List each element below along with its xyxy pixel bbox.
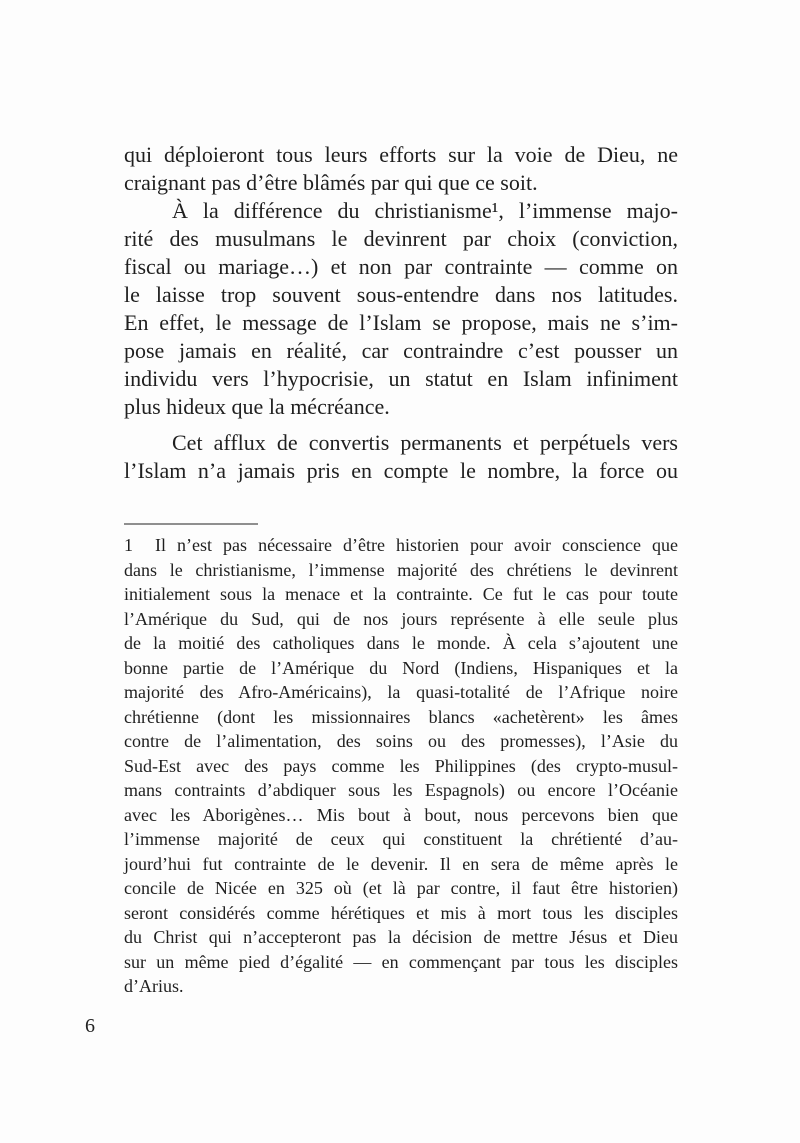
- text-line: En effet, le message de l’Islam se propose, mais ne s’im-: [124, 310, 678, 335]
- text-line: jourd’hui fut contrainte de le devenir. Il en sera de même après le: [124, 853, 678, 874]
- footnote-separator: [124, 523, 258, 525]
- text-line: chrétienne (dont les missionnaires blancs «achetèrent» les âmes: [124, 706, 678, 727]
- text-line: seront considérés comme hérétiques et mis à mort tous les disciples: [124, 902, 678, 923]
- text-line: 1 Il n’est pas nécessaire d’être historien pour avoir conscience que: [124, 535, 678, 555]
- text-line: bonne partie de l’Amérique du Nord (Indiens, Hispaniques et la: [124, 657, 678, 678]
- text-line: contre de l’alimentation, des soins ou des promesses), l’Asie du: [124, 731, 678, 751]
- text-line: Cet afflux de convertis permanents et perpétuels vers: [172, 430, 678, 455]
- text-line: craignant pas d’être blâmés par qui que ce soit.: [124, 170, 538, 195]
- text-line: plus hideux que la mécréance.: [124, 394, 390, 419]
- text-line: sur un même pied d’égalité — en commençant par tous les disciples: [124, 951, 678, 972]
- text-line: majorité des Afro-Américains), la quasi-totalité de l’Afrique noire: [124, 682, 678, 702]
- text-line: individu vers l’hypocrisie, un statut en Islam infiniment: [124, 366, 678, 391]
- text-line: le laisse trop souvent sous-entendre dans nos latitudes.: [124, 282, 678, 307]
- body-text: [124, 141, 678, 485]
- text-line: concile de Nicée en 325 où (et là par contre, il faut être historien): [124, 878, 678, 898]
- text-line: de la moitié des catholiques dans le monde. À cela s’ajoutent une: [124, 633, 678, 653]
- text-line: l’immense majorité de ceux qui constituent la chrétienté d’au-: [124, 829, 678, 849]
- page-number: 6: [85, 1015, 95, 1037]
- text-line: fiscal ou mariage…) et non par contrainte — comme on: [124, 254, 678, 279]
- text-line: avec les Aborigènes… Mis bout à bout, nous percevons bien que: [124, 804, 678, 825]
- text-line: l’Islam n’a jamais pris en compte le nombre, la force ou: [124, 458, 678, 483]
- text-line: initialement sous la menace et la contrainte. Ce fut le cas pour toute: [124, 584, 678, 604]
- text-line: À la différence du christianisme¹, l’immense majo-: [172, 198, 678, 223]
- text-line: dans le christianisme, l’immense majorité des chrétiens le devinrent: [124, 559, 678, 580]
- text-line: mans contraints d’abdiquer sous les Espagnols) ou encore l’Océanie: [124, 780, 678, 800]
- text-line: Sud-Est avec des pays comme les Philippines (des crypto-musul-: [124, 755, 678, 776]
- text-line: d’Arius.: [124, 976, 184, 996]
- text-line: du Christ qui n’accepteront pas la décision de mettre Jésus et Dieu: [124, 927, 678, 947]
- text-line: l’Amérique du Sud, qui de nos jours représente à elle seule plus: [124, 608, 678, 629]
- text-line: rité des musulmans le devinrent par choix (conviction,: [124, 226, 678, 251]
- text-line: qui déploieront tous leurs efforts sur la voie de Dieu, ne: [124, 142, 678, 167]
- footnote: [124, 533, 678, 999]
- text-line: pose jamais en réalité, car contraindre c’est pousser un: [124, 338, 678, 363]
